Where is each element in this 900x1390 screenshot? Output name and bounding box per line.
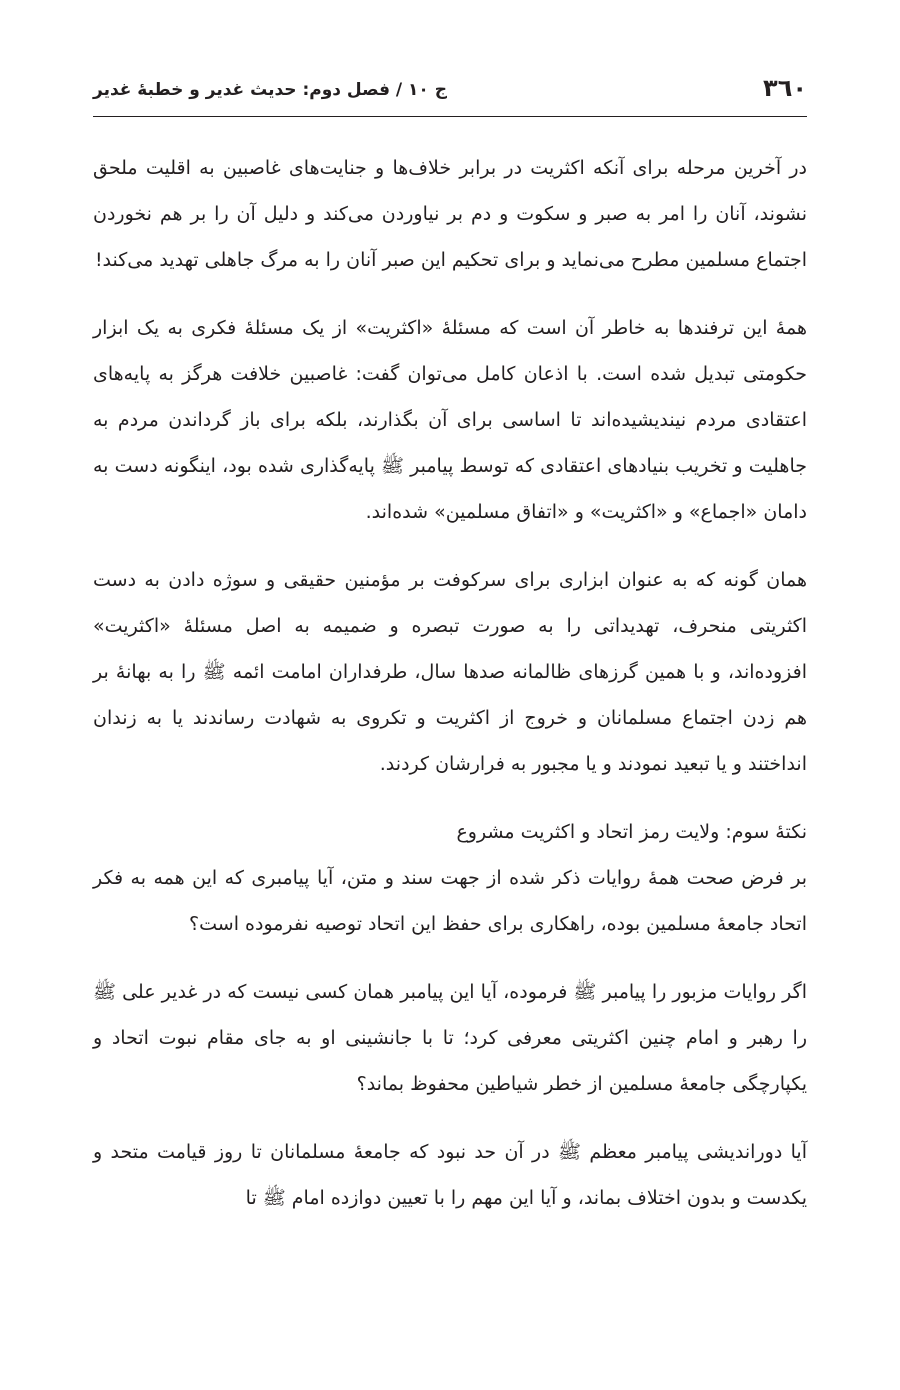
body-text — [93, 145, 807, 1221]
paragraph: بر فرض صحت همهٔ روایات ذکر شده از جهت سند و متن، آیا پیامبری که این همه به فکر اتحاد جامعهٔ مسلمین بوده، راهکاری برای حفظ این اتحاد توصیه نفرموده است؟ — [93, 867, 807, 935]
paragraph: اگر روایات مزبور را پیامبر ﷺ فرموده، آیا این پیامبر همان کسی نیست که در غدیر علی ﷺ را رهبر و امام چنین اکثریتی معرفی کرد؛ تا با جانشینی او به جای مقام نبوت اتحاد و یکپارچگی جامعهٔ مسلمین از خطر شیاطین محفوظ بماند؟ — [93, 981, 807, 1095]
paragraph: آیا دوراندیشی پیامبر معظم ﷺ در آن حد نبود که جامعهٔ مسلمانان تا روز قیامت متحد و یکدست و بدون اختلاف بماند، و آیا این مهم را با تعیین دوازده امام ﷺ تا — [93, 1141, 807, 1209]
section-heading: نکتهٔ سوم: ولایت رمز اتحاد و اکثریت مشروع — [456, 821, 807, 843]
page-header — [93, 60, 807, 117]
book-page — [93, 60, 807, 1221]
paragraph: همان گونه که به عنوان ابزاری برای سرکوفت بر مؤمنین حقیقی و سوژه دادن به دست اکثریتی منحرف، تهدیداتی را به صورت تبصره و ضمیمه به اصل مسئلهٔ «اکثریت» افزوده‌اند، و با همین گرزهای ظالمانه صدها سال، طرفداران امامت ائمه ﷺ را به بهانهٔ بر هم زدن اجتماع مسلمانان و خروج از اکثریت و تکروی به شهادت رساندند یا به زندان انداختند و یا تبعید نمودند و یا مجبور به فرارشان کردند. — [93, 569, 807, 775]
paragraph: در آخرین مرحله برای آنکه اکثریت در برابر خلاف‌ها و جنایت‌های غاصبین به اقلیت ملحق نشوند، آنان را امر به صبر و سکوت و دم بر نیاوردن می‌کند و دلیل آن را بر هم نخوردن اجتماع مسلمین مطرح می‌نماید و برای تحکیم این صبر آنان را به مرگ جاهلی تهدید می‌کند! — [93, 157, 807, 271]
running-title: ج ۱۰ / فصل دوم: حدیث غدیر و خطبهٔ غدیر — [93, 80, 447, 100]
page-number: ۳٦۰ — [763, 74, 807, 102]
paragraph: همهٔ این ترفندها به خاطر آن است که مسئلهٔ «اکثریت» از یک مسئلهٔ فکری به یک ابزار حکومتی تبدیل شده است. با اذعان کامل می‌توان گفت: غاصبین خلافت هرگز به پایه‌های اعتقادی مردم نیندیشیده‌اند تا اساسی برای آن بگذارند، بلکه برای باز گرداندن مردم به جاهلیت و تخریب بنیادهای اعتقادی که توسط پیامبر ﷺ پایه‌گذاری شده بود، اینگونه دست به دامان «اجماع» و «اکثریت» و «اتفاق مسلمین» شده‌اند. — [93, 317, 807, 523]
